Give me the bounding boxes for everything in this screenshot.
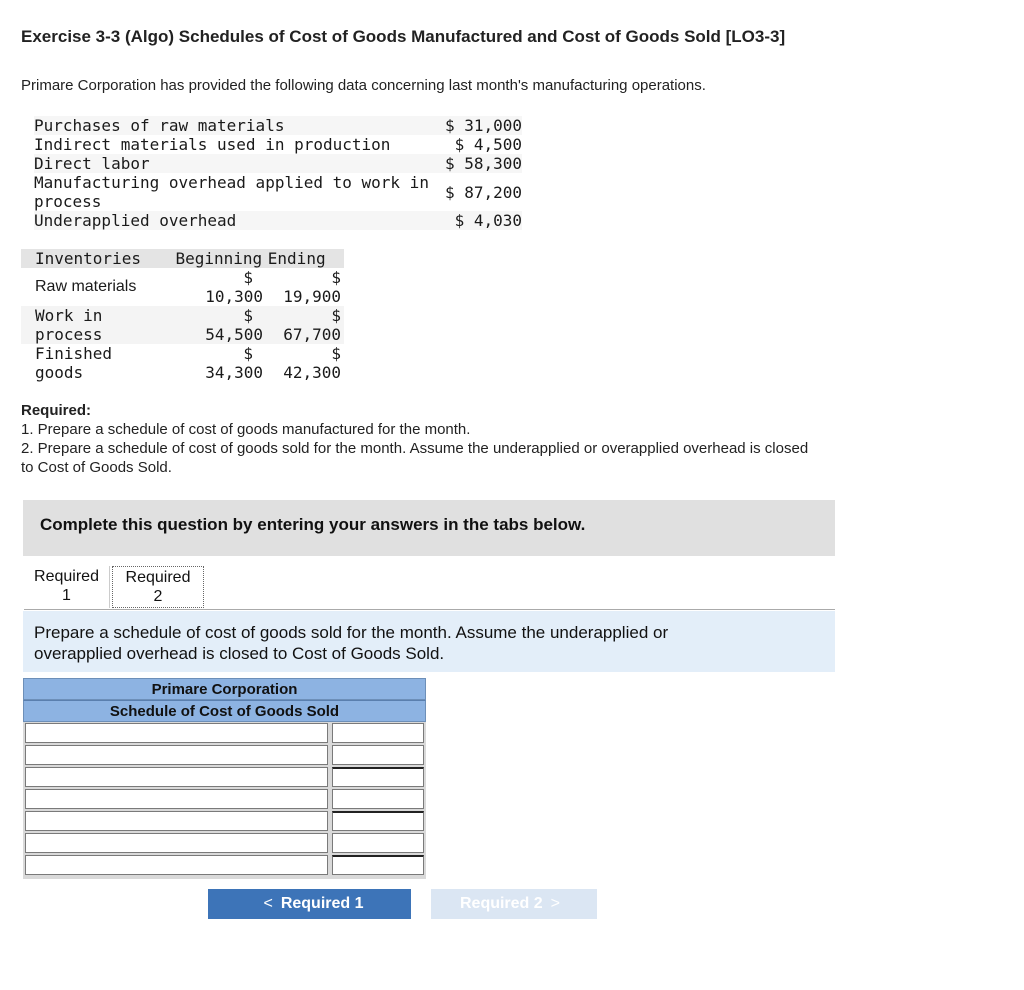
data-value: $ 4,500 [454,135,522,154]
required-item-2-continued: to Cost of Goods Sold. [21,459,172,476]
answer-tabs [24,566,204,608]
instruction-line: Prepare a schedule of cost of goods sold for the month. Assume the underapplied or [34,623,669,642]
currency-symbol: $ [331,306,341,325]
ending-value: 19,900 [283,287,341,306]
header-beginning: Beginning [175,249,263,268]
inventory-label: Raw materials [35,278,137,295]
data-label: Purchases of raw materials [34,116,285,135]
schedule-company: Primare Corporation [23,678,426,700]
schedule-amount-input[interactable] [332,767,424,787]
beginning-value: 10,300 [205,287,263,306]
data-value: $ 4,030 [454,211,522,230]
data-row [34,173,522,211]
schedule-label-input[interactable] [25,855,328,875]
required-section [21,401,808,477]
currency-symbol: $ [243,268,253,287]
chevron-left-icon: < [263,895,273,912]
data-row [34,154,522,173]
data-row [34,135,522,154]
currency-symbol: $ [331,344,341,363]
beginning-value: 54,500 [205,325,263,344]
schedule-amount-input[interactable] [332,723,424,743]
tab-label: Required [34,568,99,585]
data-label: Manufacturing overhead applied to work in process [34,173,429,211]
cogs-schedule [23,678,426,879]
schedule-amount-input[interactable] [332,833,424,853]
schedule-row [23,722,426,744]
data-label: Indirect materials used in production [34,135,391,154]
instructions-banner: Complete this question by entering your answers in the tabs below. [23,500,835,556]
tab-required-1[interactable] [24,566,110,608]
intro-text: Primare Corporation has provided the following data concerning last month's manufacturing operations. [21,77,706,94]
data-row [34,116,522,135]
inventories-table [21,249,344,382]
schedule-row [23,854,426,876]
data-value: $ 87,200 [444,182,522,202]
schedule-label-input[interactable] [25,745,328,765]
schedule-label-input[interactable] [25,833,328,853]
inventory-row-finished-goods [21,344,344,382]
required-item-1: 1. Prepare a schedule of cost of goods manufactured for the month. [21,421,471,438]
header-inventories: Inventories [35,249,141,268]
inventory-row-raw-materials [21,268,344,306]
data-row [34,211,522,230]
schedule-row [23,744,426,766]
header-ending: Ending [267,249,326,268]
data-value: $ 31,000 [444,116,522,135]
beginning-value: 34,300 [205,363,263,382]
schedule-amount-input[interactable] [332,745,424,765]
schedule-amount-input[interactable] [332,855,424,875]
ending-value: 42,300 [283,363,341,382]
currency-symbol: $ [243,306,253,325]
data-label: Underapplied overhead [34,211,237,230]
inventory-row-work-in-process [21,306,344,344]
inventories-header [21,249,344,268]
tab-instruction [23,611,835,672]
instruction-line: overapplied overhead is closed to Cost of Goods Sold. [34,644,445,663]
schedule-label-input[interactable] [25,789,328,809]
tab-required-2[interactable] [112,566,204,608]
schedule-label-input[interactable] [25,811,328,831]
previous-button-label: Required 1 [280,895,364,912]
cost-data-table [34,116,522,230]
schedule-amount-input[interactable] [332,789,424,809]
schedule-amount-input[interactable] [332,811,424,831]
schedule-label-input[interactable] [25,723,328,743]
next-button-label: Required 2 [459,895,543,912]
next-required-button [431,889,597,919]
required-item-2: 2. Prepare a schedule of cost of goods sold for the month. Assume the underapplied or overapplied overhead is closed [21,440,809,457]
schedule-label-input[interactable] [25,767,328,787]
data-value: $ 58,300 [444,154,522,173]
schedule-row [23,788,426,810]
schedule-row [23,832,426,854]
tab-label: Required [125,569,191,586]
exercise-title: Exercise 3-3 (Algo) Schedules of Cost of Goods Manufactured and Cost of Goods Sold [LO3-3] [21,27,786,46]
tab-divider [24,609,835,610]
inventory-label: Finished goods [35,344,113,382]
chevron-right-icon: > [550,895,561,912]
tab-number: 2 [153,588,163,605]
schedule-row [23,810,426,832]
ending-value: 67,700 [283,325,341,344]
currency-symbol: $ [243,344,253,363]
data-label: Direct labor [34,154,150,173]
schedule-title: Schedule of Cost of Goods Sold [23,700,426,722]
inventory-label: Work in process [35,306,103,344]
previous-required-button[interactable] [208,889,411,919]
required-heading: Required: [21,402,92,419]
schedule-row [23,766,426,788]
currency-symbol: $ [331,268,341,287]
tab-number: 1 [62,587,71,604]
